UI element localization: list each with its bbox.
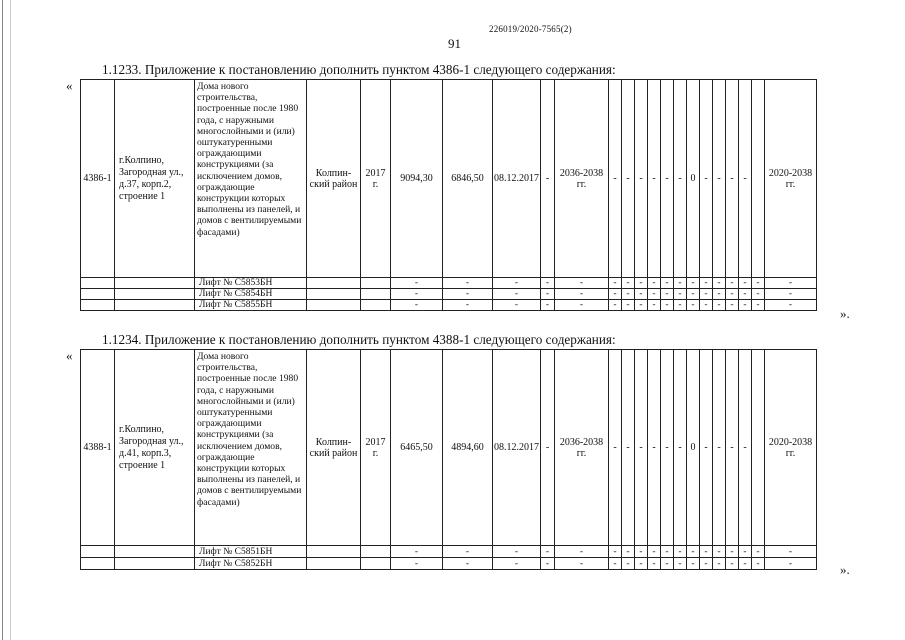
cell-description: Дома нового строительства, построенные после 1980 года, с наружными многослойными и (или) оштукатуренными ограждающими конструкциями (за исключением домов, ограждающие конструкции которых выполнены из панелей, и домов с вентилируемыми фасадами): [195, 350, 307, 546]
cell-year: 2017 г.: [361, 350, 391, 546]
cell-address: г.Колпино, Загородная ул., д.41, корп.3, строение 1: [115, 350, 195, 546]
cell-period: 2036-2038 гг.: [555, 350, 609, 546]
cell-dash: -: [713, 80, 726, 278]
cell-lift: Лифт № С5851БН: [195, 546, 307, 558]
cell-dash: -: [739, 80, 752, 278]
registry-table-4386-1: [80, 79, 817, 311]
cell-dash: -: [609, 350, 622, 546]
cell-dash: -: [541, 80, 555, 278]
page-number: 91: [448, 36, 461, 51]
cell-dash: -: [635, 80, 648, 278]
cell-zero: 0: [687, 350, 700, 546]
cell-dash: -: [541, 350, 555, 546]
table-row-lift: Лифт № С5854БН - - - - - - - - - - - - - - - - - -: [81, 289, 817, 300]
cell-lift: Лифт № С5854БН: [195, 289, 307, 300]
cell-dash: -: [622, 80, 635, 278]
cell-dash: -: [726, 350, 739, 546]
table-row-main: [81, 350, 817, 546]
cell-date: 08.12.2017: [493, 80, 541, 278]
cell-dash: -: [726, 80, 739, 278]
section-heading-1233: 1.1233. Приложение к постановлению дополнить пунктом 4386-1 следующего содержания:: [102, 62, 616, 77]
cell-dash: -: [674, 350, 687, 546]
cell-dash: -: [622, 350, 635, 546]
cell-date: 08.12.2017: [493, 350, 541, 546]
quote-open-2: «: [66, 348, 73, 363]
cell-district: Колпин-ский район: [307, 80, 361, 278]
document-id: 226019/2020-7565(2): [489, 24, 572, 34]
cell-dash: -: [674, 80, 687, 278]
cell-area-total: 9094,30: [391, 80, 443, 278]
cell-final-period: 2020-2038 гг.: [765, 80, 817, 278]
scan-edge-line-faint: [10, 0, 11, 640]
cell-dash: -: [648, 80, 661, 278]
cell-lift: Лифт № С5855БН: [195, 300, 307, 311]
cell-area-living: 6846,50: [443, 80, 493, 278]
table-row-lift: Лифт № С5853БН - - - - - - - - - - - - - - - - - -: [81, 278, 817, 289]
cell-number: 4386-1: [81, 80, 115, 278]
quote-close-1: ».: [840, 306, 850, 321]
cell-year: 2017 г.: [361, 80, 391, 278]
cell-number: 4388-1: [81, 350, 115, 546]
cell-dash: -: [661, 350, 674, 546]
scan-edge-line: [2, 0, 3, 640]
cell-lift: Лифт № С5852БН: [195, 558, 307, 570]
cell-area-total: 6465,50: [391, 350, 443, 546]
cell-dash: -: [713, 350, 726, 546]
cell-dash: -: [609, 80, 622, 278]
cell-zero: 0: [687, 80, 700, 278]
cell-dash: -: [635, 350, 648, 546]
cell-dash: -: [648, 350, 661, 546]
cell-dash: -: [700, 350, 713, 546]
cell-dash: -: [700, 80, 713, 278]
table-row-main: [81, 80, 817, 278]
cell-area-living: 4894,60: [443, 350, 493, 546]
cell-dash: -: [739, 350, 752, 546]
quote-open-1: «: [66, 78, 73, 93]
section-heading-1234: 1.1234. Приложение к постановлению дополнить пунктом 4388-1 следующего содержания:: [102, 332, 616, 347]
registry-table-4388-1: [80, 349, 817, 570]
cell-final-period: 2020-2038 гг.: [765, 350, 817, 546]
cell-period: 2036-2038 гг.: [555, 80, 609, 278]
cell-lift: Лифт № С5853БН: [195, 278, 307, 289]
cell-description: Дома нового строительства, построенные после 1980 года, с наружными многослойными и (или) оштукатуренными ограждающими конструкциями (за исключением домов, ограждающие конструкции которых выполнены из панелей, и домов с вентилируемыми фасадами): [195, 80, 307, 278]
cell-address: г.Колпино, Загородная ул., д.37, корп.2, строение 1: [115, 80, 195, 278]
table-row-lift: Лифт № С5852БН - - - - - - - - - - - - - - - - - -: [81, 558, 817, 570]
cell-district: Колпин-ский район: [307, 350, 361, 546]
table-row-lift: Лифт № С5855БН - - - - - - - - - - - - - - - - - -: [81, 300, 817, 311]
cell-dash: -: [661, 80, 674, 278]
table-row-lift: Лифт № С5851БН - - - - - - - - - - - - - - - - - -: [81, 546, 817, 558]
quote-close-2: ».: [840, 562, 850, 577]
